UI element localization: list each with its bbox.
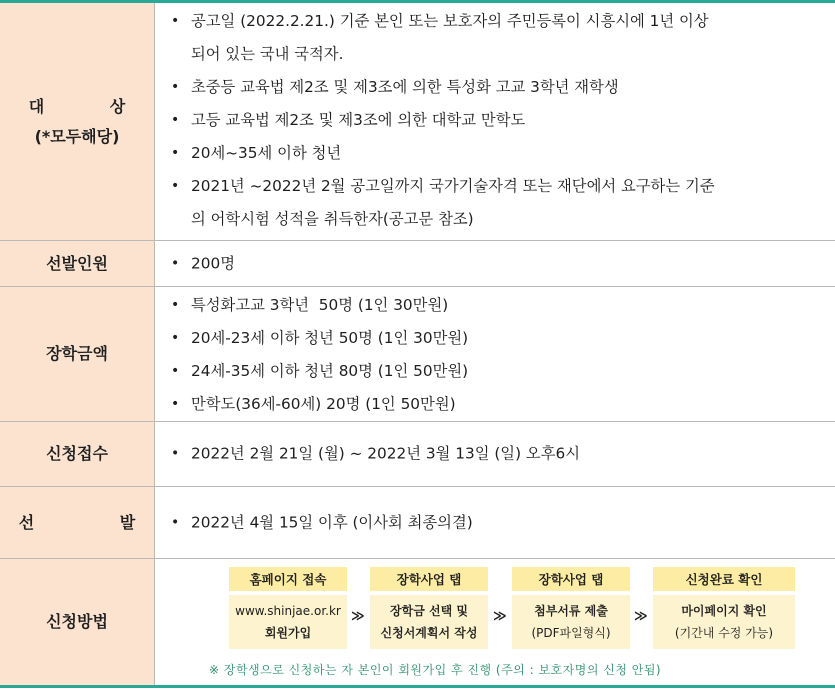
amount-body [155, 287, 835, 421]
list-item [169, 506, 473, 539]
recruits-list [169, 247, 235, 280]
arrow-icon: ≫ [351, 609, 365, 624]
eligibility-item-2: • 초중등 교육법 제2조 및 제3조에 의한 특성화 고교 3학년 재학생 [191, 78, 619, 96]
amount-item-3: 24세-35세 이하 청년 80명 (1인 50만원) [191, 362, 469, 380]
step-3-body [512, 595, 630, 649]
eligibility-list [169, 5, 835, 236]
step-3-title: 장학사업 탭 [512, 567, 630, 591]
step-1-line2: 회원가입 [264, 626, 312, 640]
application-list [169, 438, 580, 471]
row-selection [0, 487, 835, 559]
arrow-icon: ≫ [634, 609, 648, 624]
amount-item-1: 특성화고교 3학년 50명 (1인 30만원) [191, 296, 449, 314]
step-4-body [653, 595, 795, 649]
step-4-line2: (기간내 수정 가능) [674, 626, 774, 640]
application-period-value: 2022년 2월 21일 (월) ~ 2022년 3월 13일 (일) 오후6시 [191, 444, 580, 463]
method-note: ※ 장학생으로 신청하는 자 본인이 회원가입 후 진행 (주의 : 보호자명의 신청 안됨) [209, 663, 662, 677]
list-item [169, 388, 835, 421]
arrow-icon: ≫ [493, 609, 507, 624]
application-steps [229, 567, 799, 651]
header-method [0, 559, 155, 685]
list-item [169, 289, 835, 322]
step-1-title: 홈페이지 접속 [229, 567, 347, 591]
header-selection-title: 선 발 [18, 512, 176, 532]
list-item [169, 322, 835, 355]
step-4-title: 신청완료 확인 [653, 567, 795, 591]
eligibility-item-5-line2: 의 어학시험 성적을 취득한자(공고문 참조) [191, 210, 474, 228]
step-2 [370, 567, 488, 651]
step-3-line2: (PDF파일형식) [531, 626, 611, 640]
selection-body [155, 487, 835, 558]
amount-list [169, 289, 835, 421]
row-recruits [0, 241, 835, 287]
list-item [169, 5, 835, 71]
recruits-body [155, 241, 835, 286]
header-eligibility-note: (*모두해당) [34, 126, 120, 146]
row-eligibility [0, 3, 835, 241]
header-amount [0, 287, 155, 421]
list-item [169, 355, 835, 388]
row-method [0, 559, 835, 685]
header-selection [0, 487, 176, 558]
step-4 [653, 567, 795, 651]
step-2-title: 장학사업 탭 [370, 567, 488, 591]
eligibility-body [155, 3, 835, 240]
eligibility-item-3: • 고등 교육법 제2조 및 제3조에 의한 대학교 만학도 [191, 111, 526, 129]
header-application-title: 신청접수 [46, 444, 108, 463]
step-2-line1: 장학금 선택 및 [390, 604, 468, 618]
row-application-period [0, 422, 835, 487]
eligibility-item-5-line1: • 2021년 ~2022년 2월 공고일까지 국가기술자격 또는 재단에서 요구하는 기준 [191, 177, 715, 195]
step-4-line1: 마이페이지 확인 [681, 604, 767, 618]
eligibility-item-1-line2: 되어 있는 국내 국적자. [191, 45, 344, 63]
step-3 [512, 567, 630, 651]
list-item [169, 137, 835, 170]
header-recruits [0, 241, 155, 286]
list-item [169, 71, 835, 104]
amount-item-4: 만학도(36세-60세) 20명 (1인 50만원) [191, 395, 456, 413]
step-2-line2: 신청서계획서 작성 [380, 626, 478, 640]
step-1 [229, 567, 347, 651]
selection-value: 2022년 4월 15일 이후 (이사회 최종의결) [191, 513, 473, 531]
header-application-period [0, 422, 155, 486]
eligibility-item-1-line1: • 공고일 (2022.2.21.) 기준 본인 또는 보호자의 주민등록이 시흥시에 1년 이상 [191, 12, 709, 30]
step-1-body [229, 595, 347, 649]
header-recruits-title: 선발인원 [46, 253, 108, 273]
list-item [169, 170, 835, 236]
selection-list [169, 506, 473, 539]
header-eligibility-title: 대 상 [28, 96, 156, 116]
step-3-line1: 첨부서류 제출 [534, 604, 608, 618]
step-1-line1: www.shinjae.or.kr [235, 604, 341, 618]
row-amount [0, 287, 835, 422]
header-amount-title: 장학금액 [46, 344, 108, 363]
eligibility-item-4: • 20세~35세 이하 청년 [191, 144, 342, 162]
list-item [169, 247, 235, 280]
method-body [155, 559, 835, 685]
amount-item-2: 20세-23세 이하 청년 50명 (1인 30만원) [191, 329, 469, 347]
list-item [169, 438, 580, 471]
list-item [169, 104, 835, 137]
step-2-body [370, 595, 488, 649]
header-eligibility [0, 3, 155, 240]
bottom-border [0, 685, 835, 688]
header-method-title: 신청방법 [46, 612, 108, 631]
recruits-value: 200명 [191, 254, 235, 272]
application-body [155, 422, 835, 486]
